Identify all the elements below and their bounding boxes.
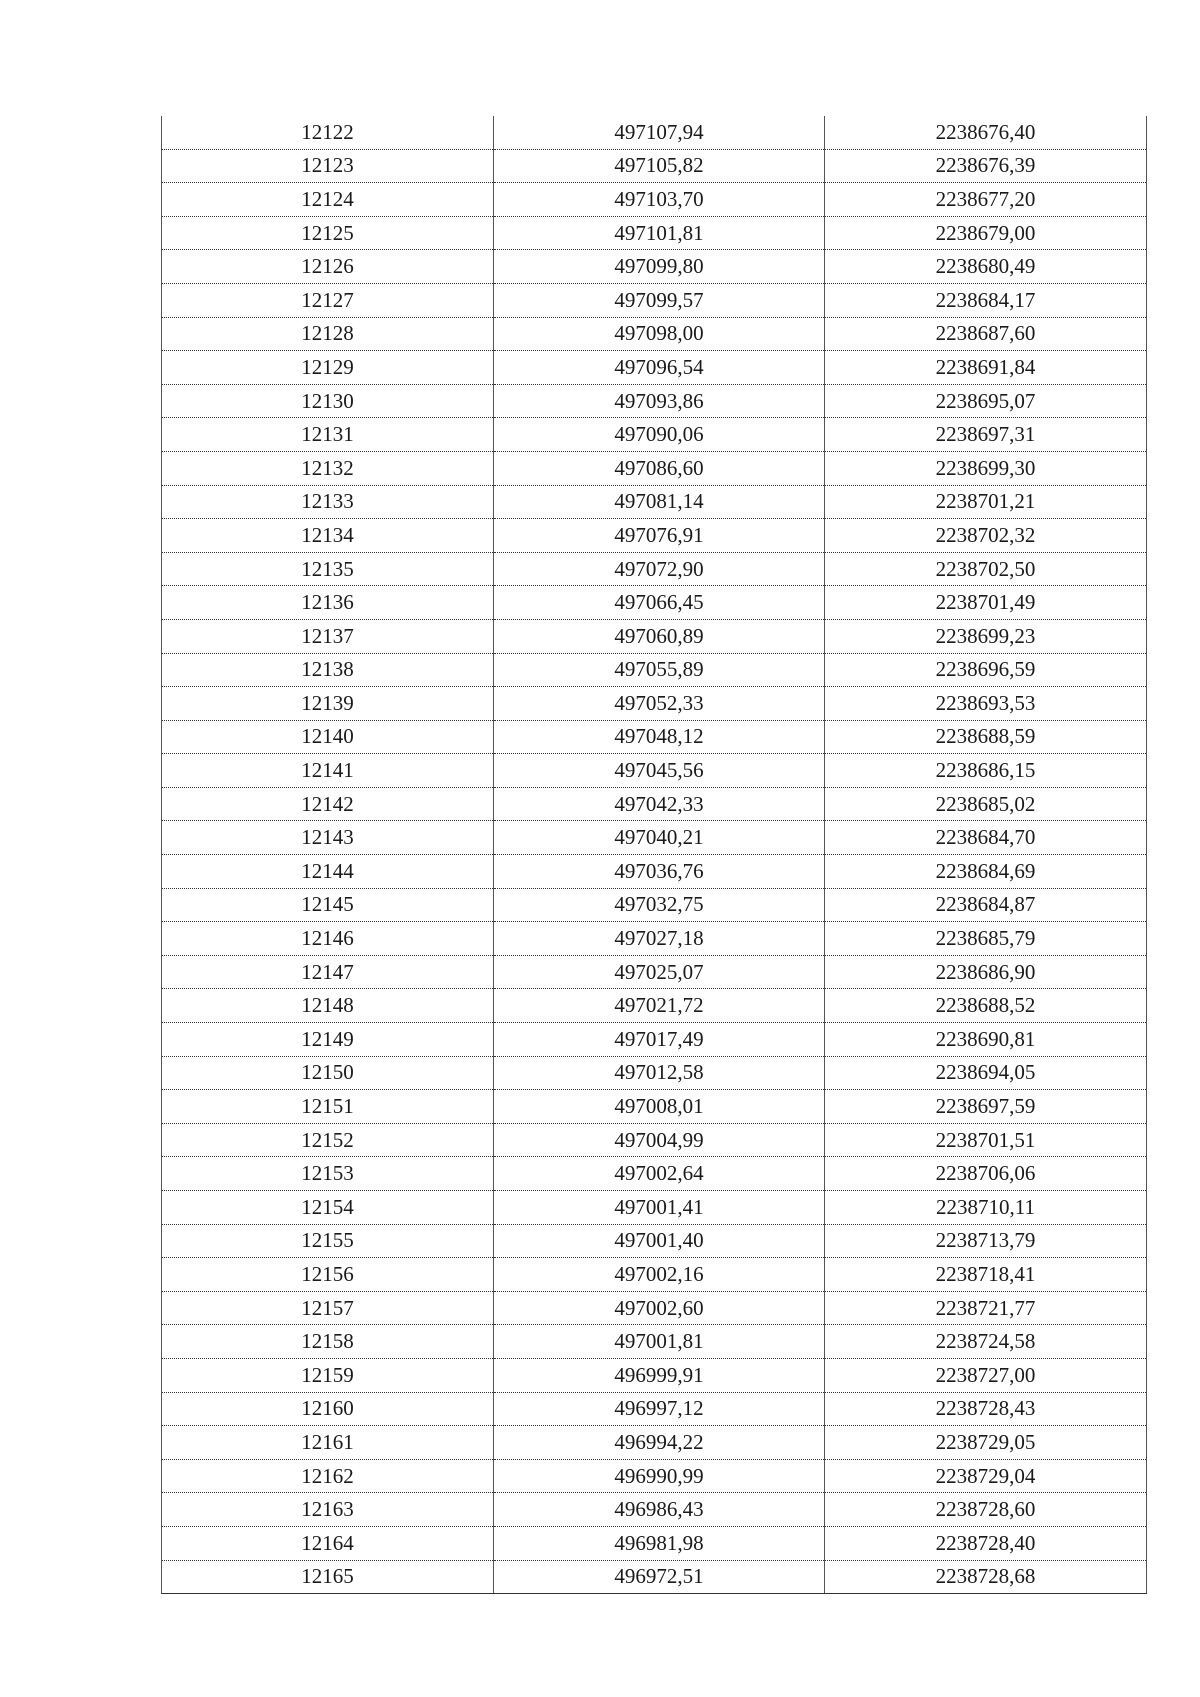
table-row	[162, 317, 1147, 351]
point-number-cell: 12145	[162, 888, 494, 922]
x-coordinate-cell: 497103,70	[494, 183, 825, 217]
table-row	[162, 250, 1147, 284]
table-row	[162, 821, 1147, 855]
x-coordinate-cell: 496997,12	[494, 1392, 825, 1426]
point-number-cell: 12157	[162, 1291, 494, 1325]
table-row	[162, 888, 1147, 922]
y-coordinate-cell: 2238724,58	[825, 1325, 1147, 1359]
y-coordinate-cell: 2238727,00	[825, 1358, 1147, 1392]
y-coordinate-cell: 2238691,84	[825, 351, 1147, 385]
y-coordinate-cell: 2238728,68	[825, 1560, 1147, 1594]
table-row	[162, 283, 1147, 317]
table-row	[162, 1526, 1147, 1560]
y-coordinate-cell: 2238677,20	[825, 183, 1147, 217]
x-coordinate-cell: 497002,60	[494, 1291, 825, 1325]
y-coordinate-cell: 2238684,69	[825, 855, 1147, 889]
point-number-cell: 12155	[162, 1224, 494, 1258]
x-coordinate-cell: 497076,91	[494, 519, 825, 553]
point-number-cell: 12153	[162, 1157, 494, 1191]
point-number-cell: 12146	[162, 922, 494, 956]
point-number-cell: 12151	[162, 1090, 494, 1124]
point-number-cell: 12163	[162, 1493, 494, 1527]
coordinates-table-body	[162, 116, 1147, 1594]
y-coordinate-cell: 2238684,17	[825, 283, 1147, 317]
point-number-cell: 12134	[162, 519, 494, 553]
point-number-cell: 12129	[162, 351, 494, 385]
point-number-cell: 12149	[162, 1023, 494, 1057]
y-coordinate-cell: 2238702,32	[825, 519, 1147, 553]
point-number-cell: 12143	[162, 821, 494, 855]
x-coordinate-cell: 497090,06	[494, 418, 825, 452]
table-row	[162, 754, 1147, 788]
x-coordinate-cell: 497107,94	[494, 116, 825, 149]
x-coordinate-cell: 497052,33	[494, 687, 825, 721]
y-coordinate-cell: 2238718,41	[825, 1258, 1147, 1292]
table-row	[162, 1493, 1147, 1527]
point-number-cell: 12158	[162, 1325, 494, 1359]
table-row	[162, 1258, 1147, 1292]
x-coordinate-cell: 497099,80	[494, 250, 825, 284]
y-coordinate-cell: 2238710,11	[825, 1191, 1147, 1225]
x-coordinate-cell: 497072,90	[494, 552, 825, 586]
table-row	[162, 1056, 1147, 1090]
y-coordinate-cell: 2238721,77	[825, 1291, 1147, 1325]
point-number-cell: 12123	[162, 149, 494, 183]
y-coordinate-cell: 2238687,60	[825, 317, 1147, 351]
x-coordinate-cell: 497008,01	[494, 1090, 825, 1124]
x-coordinate-cell: 497001,41	[494, 1191, 825, 1225]
point-number-cell: 12138	[162, 653, 494, 687]
y-coordinate-cell: 2238686,15	[825, 754, 1147, 788]
point-number-cell: 12132	[162, 451, 494, 485]
x-coordinate-cell: 497002,64	[494, 1157, 825, 1191]
point-number-cell: 12148	[162, 989, 494, 1023]
x-coordinate-cell: 496999,91	[494, 1358, 825, 1392]
x-coordinate-cell: 497032,75	[494, 888, 825, 922]
y-coordinate-cell: 2238701,49	[825, 586, 1147, 620]
table-row	[162, 1392, 1147, 1426]
point-number-cell: 12156	[162, 1258, 494, 1292]
x-coordinate-cell: 497060,89	[494, 619, 825, 653]
x-coordinate-cell: 497048,12	[494, 720, 825, 754]
table-row	[162, 1224, 1147, 1258]
y-coordinate-cell: 2238695,07	[825, 384, 1147, 418]
x-coordinate-cell: 497012,58	[494, 1056, 825, 1090]
y-coordinate-cell: 2238688,52	[825, 989, 1147, 1023]
table-row	[162, 1291, 1147, 1325]
table-row	[162, 586, 1147, 620]
table-row	[162, 1459, 1147, 1493]
table-row	[162, 451, 1147, 485]
table-row	[162, 687, 1147, 721]
x-coordinate-cell: 497021,72	[494, 989, 825, 1023]
x-coordinate-cell: 496990,99	[494, 1459, 825, 1493]
table-row	[162, 1358, 1147, 1392]
coordinates-table	[161, 116, 1147, 1594]
point-number-cell: 12131	[162, 418, 494, 452]
point-number-cell: 12152	[162, 1123, 494, 1157]
point-number-cell: 12128	[162, 317, 494, 351]
y-coordinate-cell: 2238686,90	[825, 955, 1147, 989]
table-row	[162, 216, 1147, 250]
y-coordinate-cell: 2238697,59	[825, 1090, 1147, 1124]
x-coordinate-cell: 497017,49	[494, 1023, 825, 1057]
y-coordinate-cell: 2238699,23	[825, 619, 1147, 653]
x-coordinate-cell: 497025,07	[494, 955, 825, 989]
table-row	[162, 1123, 1147, 1157]
y-coordinate-cell: 2238679,00	[825, 216, 1147, 250]
x-coordinate-cell: 497027,18	[494, 922, 825, 956]
y-coordinate-cell: 2238697,31	[825, 418, 1147, 452]
y-coordinate-cell: 2238729,05	[825, 1426, 1147, 1460]
point-number-cell: 12162	[162, 1459, 494, 1493]
point-number-cell: 12142	[162, 787, 494, 821]
y-coordinate-cell: 2238699,30	[825, 451, 1147, 485]
x-coordinate-cell: 497093,86	[494, 384, 825, 418]
point-number-cell: 12136	[162, 586, 494, 620]
table-row	[162, 552, 1147, 586]
y-coordinate-cell: 2238685,02	[825, 787, 1147, 821]
table-row	[162, 149, 1147, 183]
table-row	[162, 485, 1147, 519]
table-row	[162, 1090, 1147, 1124]
y-coordinate-cell: 2238690,81	[825, 1023, 1147, 1057]
y-coordinate-cell: 2238729,04	[825, 1459, 1147, 1493]
x-coordinate-cell: 496972,51	[494, 1560, 825, 1594]
table-row	[162, 384, 1147, 418]
point-number-cell: 12141	[162, 754, 494, 788]
x-coordinate-cell: 497098,00	[494, 317, 825, 351]
table-row	[162, 1191, 1147, 1225]
point-number-cell: 12139	[162, 687, 494, 721]
y-coordinate-cell: 2238684,87	[825, 888, 1147, 922]
y-coordinate-cell: 2238701,51	[825, 1123, 1147, 1157]
y-coordinate-cell: 2238696,59	[825, 653, 1147, 687]
x-coordinate-cell: 497101,81	[494, 216, 825, 250]
point-number-cell: 12135	[162, 552, 494, 586]
x-coordinate-cell: 497081,14	[494, 485, 825, 519]
y-coordinate-cell: 2238688,59	[825, 720, 1147, 754]
table-row	[162, 855, 1147, 889]
table-row	[162, 922, 1147, 956]
x-coordinate-cell: 497002,16	[494, 1258, 825, 1292]
table-row	[162, 1426, 1147, 1460]
table-row	[162, 619, 1147, 653]
table-row	[162, 1560, 1147, 1594]
y-coordinate-cell: 2238728,60	[825, 1493, 1147, 1527]
x-coordinate-cell: 497086,60	[494, 451, 825, 485]
table-row	[162, 1325, 1147, 1359]
table-row	[162, 1157, 1147, 1191]
y-coordinate-cell: 2238728,43	[825, 1392, 1147, 1426]
point-number-cell: 12161	[162, 1426, 494, 1460]
x-coordinate-cell: 497042,33	[494, 787, 825, 821]
y-coordinate-cell: 2238676,40	[825, 116, 1147, 149]
x-coordinate-cell: 497040,21	[494, 821, 825, 855]
point-number-cell: 12160	[162, 1392, 494, 1426]
y-coordinate-cell: 2238694,05	[825, 1056, 1147, 1090]
x-coordinate-cell: 496981,98	[494, 1526, 825, 1560]
y-coordinate-cell: 2238701,21	[825, 485, 1147, 519]
table-row	[162, 519, 1147, 553]
y-coordinate-cell: 2238680,49	[825, 250, 1147, 284]
x-coordinate-cell: 497055,89	[494, 653, 825, 687]
table-row	[162, 989, 1147, 1023]
table-row	[162, 653, 1147, 687]
table-row	[162, 351, 1147, 385]
point-number-cell: 12159	[162, 1358, 494, 1392]
x-coordinate-cell: 497001,40	[494, 1224, 825, 1258]
x-coordinate-cell: 497105,82	[494, 149, 825, 183]
y-coordinate-cell: 2238728,40	[825, 1526, 1147, 1560]
point-number-cell: 12150	[162, 1056, 494, 1090]
x-coordinate-cell: 497099,57	[494, 283, 825, 317]
point-number-cell: 12125	[162, 216, 494, 250]
x-coordinate-cell: 497036,76	[494, 855, 825, 889]
table-row	[162, 720, 1147, 754]
point-number-cell: 12126	[162, 250, 494, 284]
y-coordinate-cell: 2238685,79	[825, 922, 1147, 956]
table-row	[162, 1023, 1147, 1057]
point-number-cell: 12137	[162, 619, 494, 653]
point-number-cell: 12144	[162, 855, 494, 889]
x-coordinate-cell: 497066,45	[494, 586, 825, 620]
y-coordinate-cell: 2238713,79	[825, 1224, 1147, 1258]
x-coordinate-cell: 496994,22	[494, 1426, 825, 1460]
y-coordinate-cell: 2238706,06	[825, 1157, 1147, 1191]
point-number-cell: 12140	[162, 720, 494, 754]
y-coordinate-cell: 2238702,50	[825, 552, 1147, 586]
point-number-cell: 12154	[162, 1191, 494, 1225]
y-coordinate-cell: 2238693,53	[825, 687, 1147, 721]
table-row	[162, 418, 1147, 452]
table-row	[162, 183, 1147, 217]
point-number-cell: 12127	[162, 283, 494, 317]
x-coordinate-cell: 497001,81	[494, 1325, 825, 1359]
point-number-cell: 12133	[162, 485, 494, 519]
table-row	[162, 116, 1147, 149]
x-coordinate-cell: 496986,43	[494, 1493, 825, 1527]
y-coordinate-cell: 2238684,70	[825, 821, 1147, 855]
point-number-cell: 12124	[162, 183, 494, 217]
x-coordinate-cell: 497096,54	[494, 351, 825, 385]
x-coordinate-cell: 497045,56	[494, 754, 825, 788]
point-number-cell: 12130	[162, 384, 494, 418]
point-number-cell: 12147	[162, 955, 494, 989]
y-coordinate-cell: 2238676,39	[825, 149, 1147, 183]
table-row	[162, 787, 1147, 821]
x-coordinate-cell: 497004,99	[494, 1123, 825, 1157]
point-number-cell: 12165	[162, 1560, 494, 1594]
point-number-cell: 12164	[162, 1526, 494, 1560]
table-row	[162, 955, 1147, 989]
point-number-cell: 12122	[162, 116, 494, 149]
